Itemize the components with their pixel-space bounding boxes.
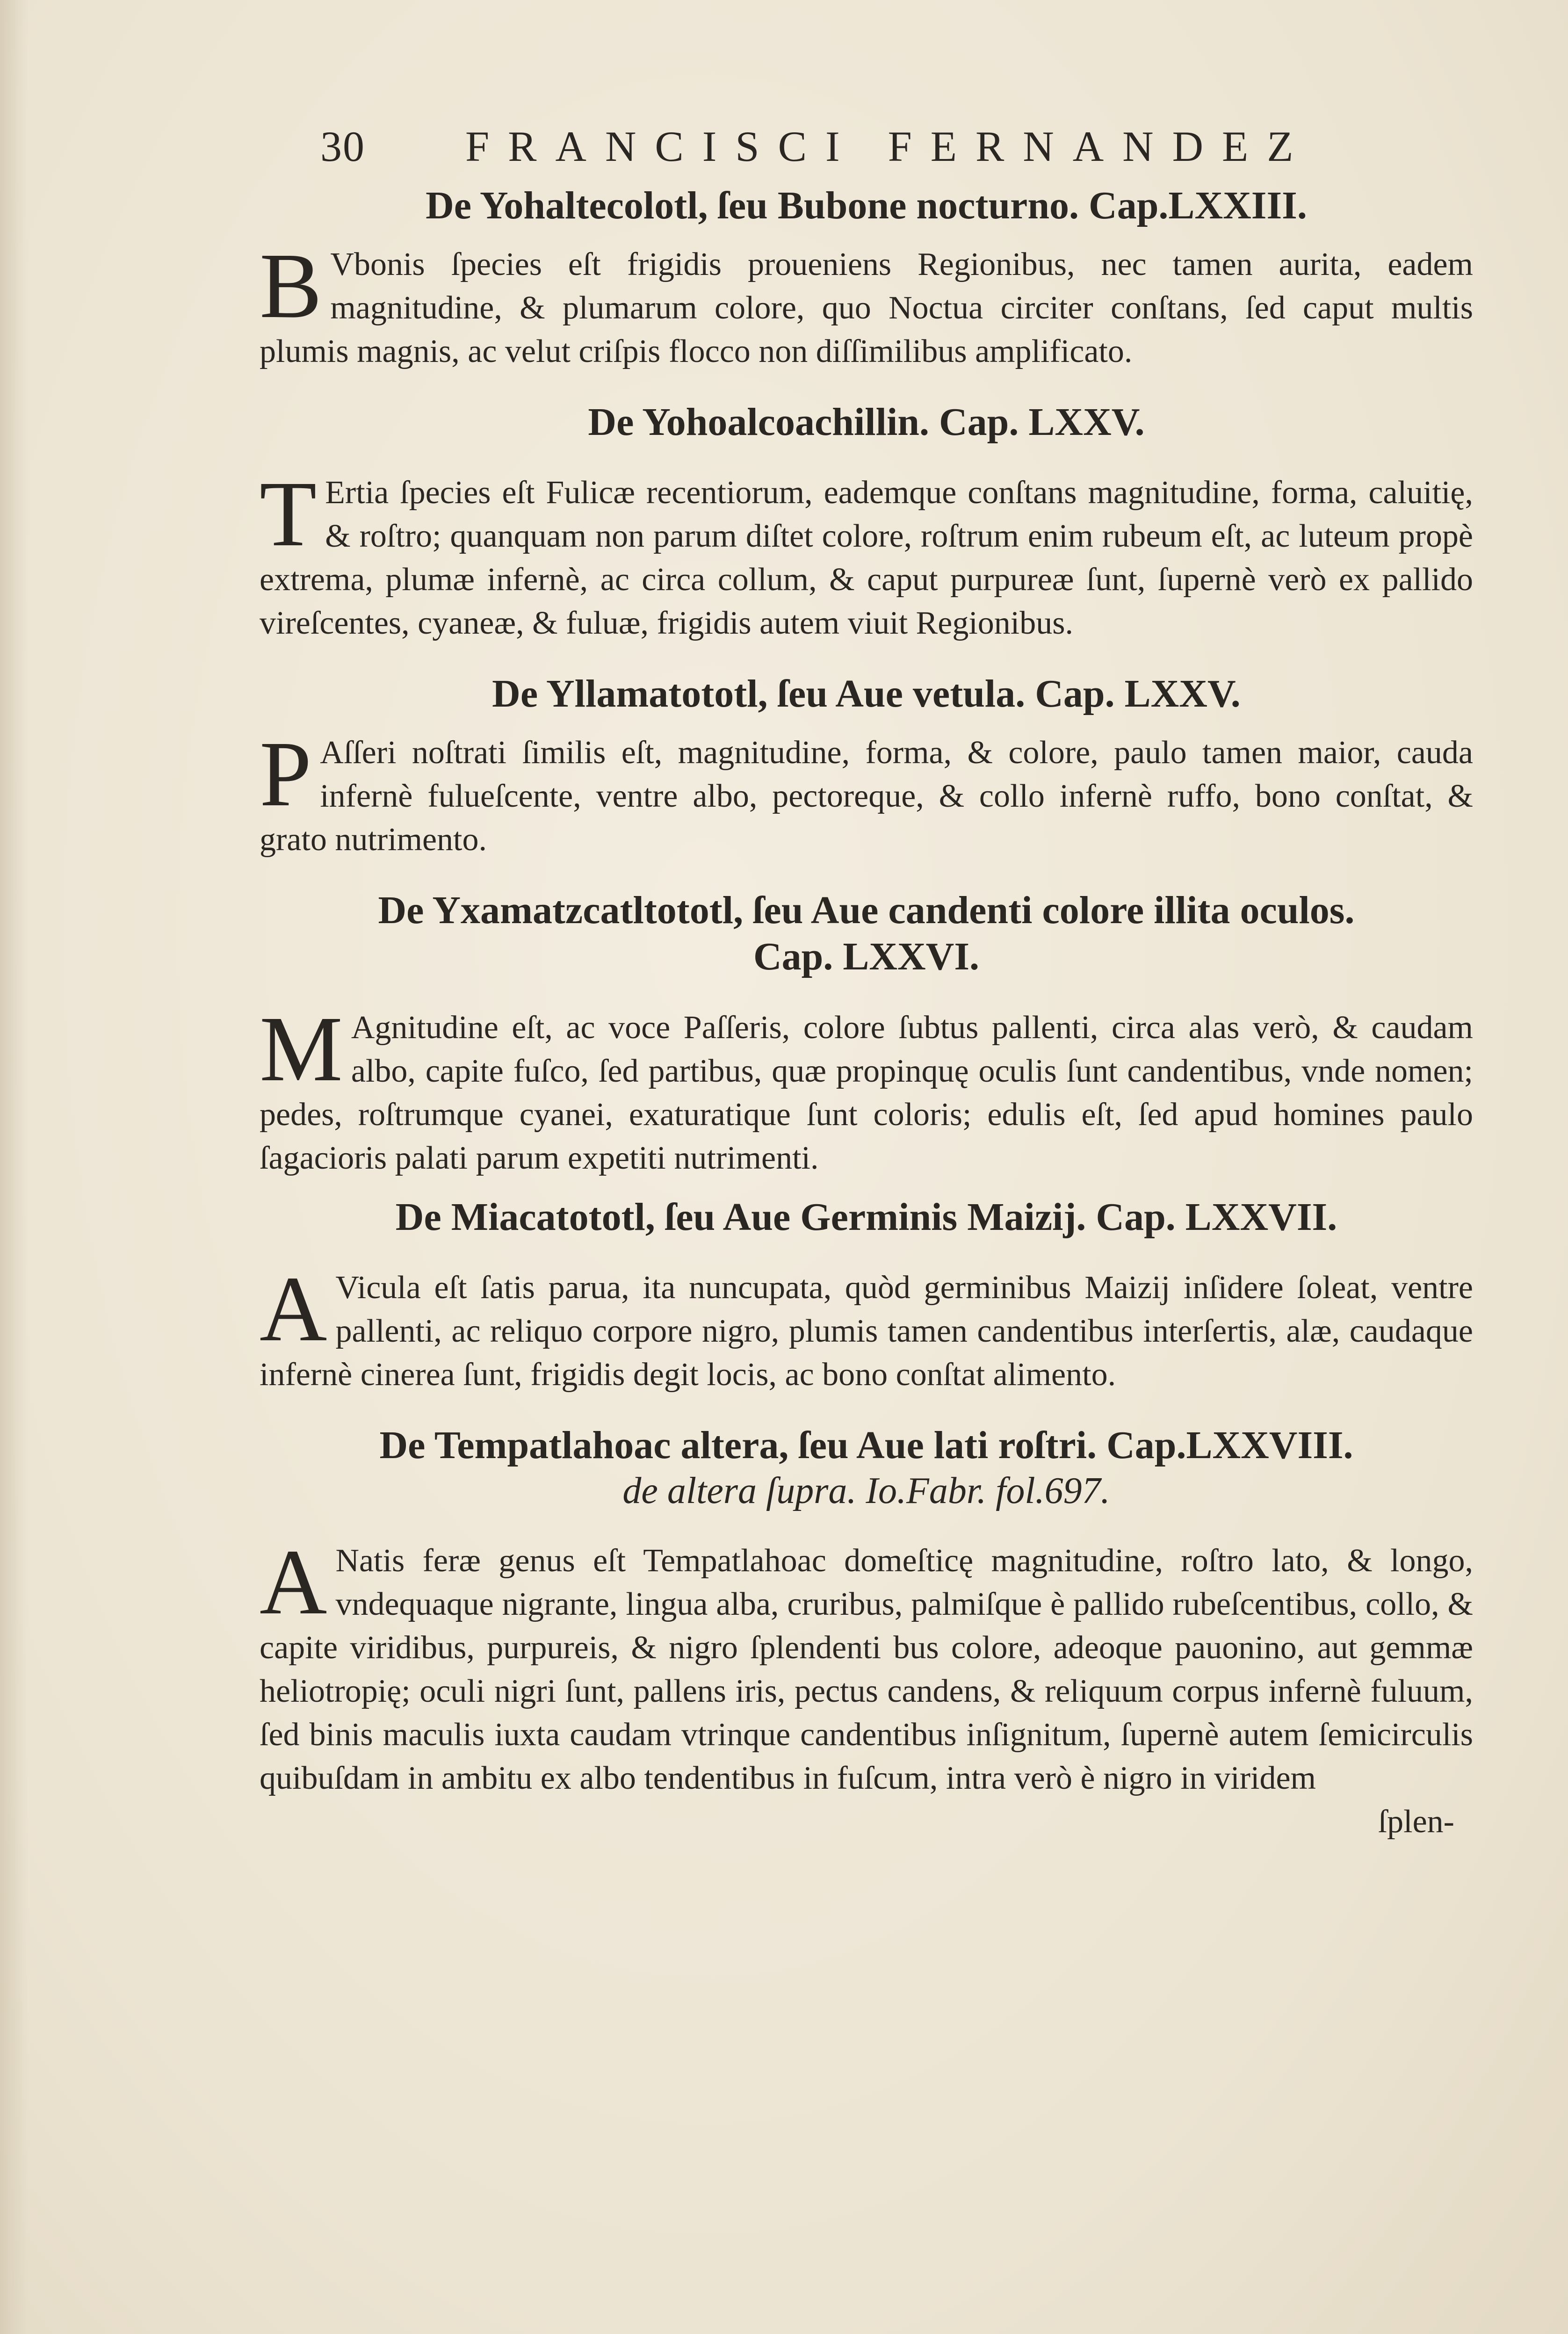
drop-initial: M bbox=[260, 997, 343, 1101]
chapter-body: Agnitudine eſt, ac voce Paſſeris, colore ſubtus pallenti, circa alas verò, & caudam albo, capite fuſco, ſed partibus, quæ propinquę oculis ſunt candentibus, vnde nomen; pedes, roſtrumque cyanei, exaturatique ſunt coloris; edulis eſt, ſed apud homines paulo ſagacioris palati parum expetiti nutrimenti. bbox=[260, 1009, 1473, 1176]
page-number: 30 bbox=[320, 123, 365, 170]
chapter-body: Ertia ſpecies eſt Fulicæ recentiorum, eademque conſtans magnitudine, forma, caluitię, & roſtro; quanquam non parum diſtet colore, roſtrum enim rubeum eſt, ac luteum propè extrema, plumæ infernè, ac circa collum, & caput purpureæ ſunt, ſupernè verò ex pallido vireſcentes, cyaneæ, & fuluæ, frigidis autem viuit Regionibus. bbox=[260, 475, 1473, 642]
chapter-title: De Yllamatototl, ſeu Aue vetula. Cap. LXXV. bbox=[492, 672, 1241, 716]
chapter-title: De Miacatototl, ſeu Aue Germinis Maizij. Cap. LXXVII. bbox=[395, 1195, 1337, 1239]
catchword: ſplen- bbox=[1378, 1803, 1454, 1840]
page-gutter-shadow bbox=[0, 0, 28, 2334]
chapter-body: Natis feræ genus eſt Tempatlahoac domeſticę magnitudine, roſtro lato, & longo, vndequaque nigrante, lingua alba, cruribus, palmiſque è pallido rubeſcentibus, collo, & capite viridibus, purpureis, & nigro ſplendenti bus colore, adeoque pauonino, aut gemmæ heliotropię; oculi nigri ſunt, pallens iris, pectus candens, & reliquum corpus infernè fuluum, ſed binis maculis iuxta caudam vtrinque candentibus inſignitum, ſupernè autem ſemicirculis quibuſdam in ambitu ex albo tendentibus in fuſcum, intra verò è nigro in viridem bbox=[260, 1542, 1473, 1796]
running-head bbox=[260, 112, 1473, 182]
chapter-text bbox=[260, 1530, 1473, 1800]
chapter-number: Cap. LXXVI. bbox=[753, 935, 980, 979]
drop-initial: P bbox=[260, 723, 312, 826]
chapter-text bbox=[260, 1257, 1473, 1396]
chapter-title: De Yohoalcoachillin. Cap. LXXV. bbox=[588, 400, 1145, 444]
chapter-title: De Yohaltecolotl, ſeu Bubone nocturno. Cap.LXXIII. bbox=[426, 184, 1307, 227]
running-title: FRANCISCI FERNANDEZ bbox=[465, 123, 1312, 170]
drop-initial: B bbox=[260, 234, 322, 338]
chapter-body: Vicula eſt ſatis parua, ita nuncupata, quòd germinibus Maizij inſidere ſoleat, ventre pallenti, ac reliquo corpore nigro, plumis tamen candentibus interſertis, alæ, caudaque infernè cinerea ſunt, frigidis degit locis, ac bono conſtat alimento. bbox=[260, 1269, 1473, 1393]
cross-reference-note: de altera ſupra. Io.Fabr. fol.697. bbox=[622, 1470, 1110, 1511]
drop-initial: T bbox=[260, 462, 317, 566]
chapter-text bbox=[260, 234, 1473, 373]
page-content bbox=[260, 112, 1473, 1843]
drop-initial: A bbox=[260, 1257, 327, 1361]
drop-initial: A bbox=[260, 1530, 327, 1634]
chapter-text bbox=[260, 723, 1473, 861]
chapter-body: Aſſeri noſtrati ſimilis eſt, magnitudine, forma, & colore, paulo tamen maior, cauda infernè fulueſcente, ventre albo, pectoreque, & collo infernè ruffo, bono conſtat, & grato nutrimento. bbox=[260, 735, 1473, 858]
chapter-title: De Yxamatzcatltototl, ſeu Aue candenti colore illita oculos. bbox=[378, 889, 1355, 932]
chapter-title: De Tempatlahoac altera, ſeu Aue lati roſtri. Cap.LXXVIII. bbox=[379, 1423, 1353, 1467]
chapter-body: Vbonis ſpecies eſt frigidis proueniens Regionibus, nec tamen aurita, eadem magnitudine, & plumarum colore, quo Noctua circiter conſtans, ſed caput multis plumis magnis, ac velut criſpis flocco non diſſimilibus amplificato. bbox=[260, 246, 1473, 370]
chapter-text bbox=[260, 997, 1473, 1180]
chapter-text bbox=[260, 462, 1473, 645]
